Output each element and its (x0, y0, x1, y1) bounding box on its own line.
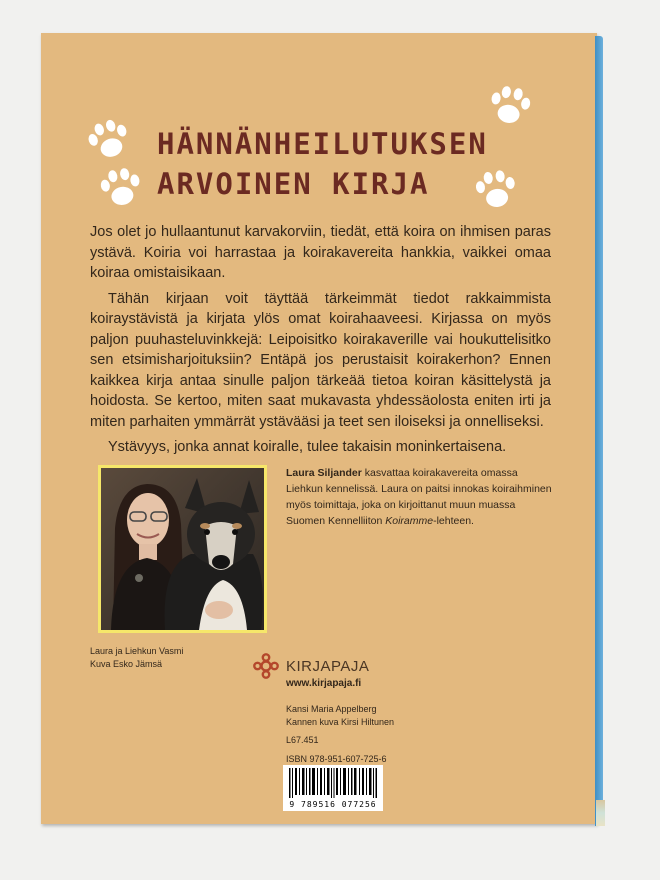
author-bio-text-1: kasvattaa koirakavereita omassa Liehkun kennelissä. Laura on paitsi innokas koiraihminen myös toimittaja, joka on kirjoittanut muun muassa Suomen Kennelliiton (286, 467, 552, 527)
paw-print-icon (95, 162, 148, 213)
caption-line-1: Laura ja Liehkun Vasmi (90, 646, 184, 656)
blurb (90, 222, 551, 463)
cover-credit: Kansi Maria Appelberg (286, 704, 377, 714)
photo-caption (90, 645, 183, 671)
author-bio (286, 465, 552, 529)
cover-photo-credit: Kannen kuva Kirsi Hiltunen (286, 716, 395, 727)
magazine-name: Koiramme (385, 515, 434, 527)
caption-line-2: Kuva Esko Jämsä (90, 659, 163, 669)
isbn: ISBN 978-951-607-725-6 (286, 753, 387, 764)
barcode (283, 765, 383, 811)
author-photo (101, 468, 264, 630)
title-line-1: HÄNNÄNHEILUTUKSEN (157, 127, 488, 161)
blurb-paragraph-1: Jos olet jo hullaantunut karvakorviin, tiedät, että koira on ihmisen paras ystävä. Koiria voi harrastaa ja koirakavereita hankkia, vaikkei omaa koiraa omistaisikaan. (90, 224, 551, 281)
blurb-paragraph-3: Ystävyys, jonka annat koiralle, tulee takaisin moninkertaisena. (108, 439, 507, 455)
paw-print-icon (484, 80, 537, 131)
credits (286, 703, 394, 765)
book-spine (595, 36, 603, 826)
title-line-2: ARVOINEN KIRJA (157, 167, 430, 201)
author-name: Laura Siljander (286, 467, 362, 479)
publisher-name: KIRJAPAJA (286, 657, 370, 675)
barcode-bars (289, 768, 377, 798)
author-bio-text-2: -lehteen. (433, 515, 474, 527)
author-photo-frame (98, 465, 267, 633)
publisher-website: www.kirjapaja.fi (286, 678, 362, 689)
publisher-logo-icon (252, 652, 280, 680)
book-title (157, 124, 488, 204)
library-class: L67.451 (286, 735, 319, 745)
publisher-logo (252, 652, 369, 680)
blurb-paragraph-2: Tähän kirjaan voit täyttää tärkeimmät tiedot rakkaimmista koiraystävistä ja kirjata ylös omat koirahaaveesi. Kirjassa on myös paljon puuhasteluvinkkejä: Leipoisitko koirakaverille vai houkuttelisitko sen etsimisharjoituksiin? Entäpä jos perustaisit koirakerhon? Ennen kaikkea kirja antaa sinulle paljon tärkeää tietoa koiran käsittelystä ja hoidosta. Se kertoo, miten saat mukavasta yhdessäolosta eniten irti ja miten parhaiten ymmärrät ystävääsi ja teet sen iloiseksi ja onnelliseksi. (90, 290, 551, 430)
page-edges (596, 800, 605, 826)
barcode-number: 9 789516 077256 (289, 800, 377, 809)
